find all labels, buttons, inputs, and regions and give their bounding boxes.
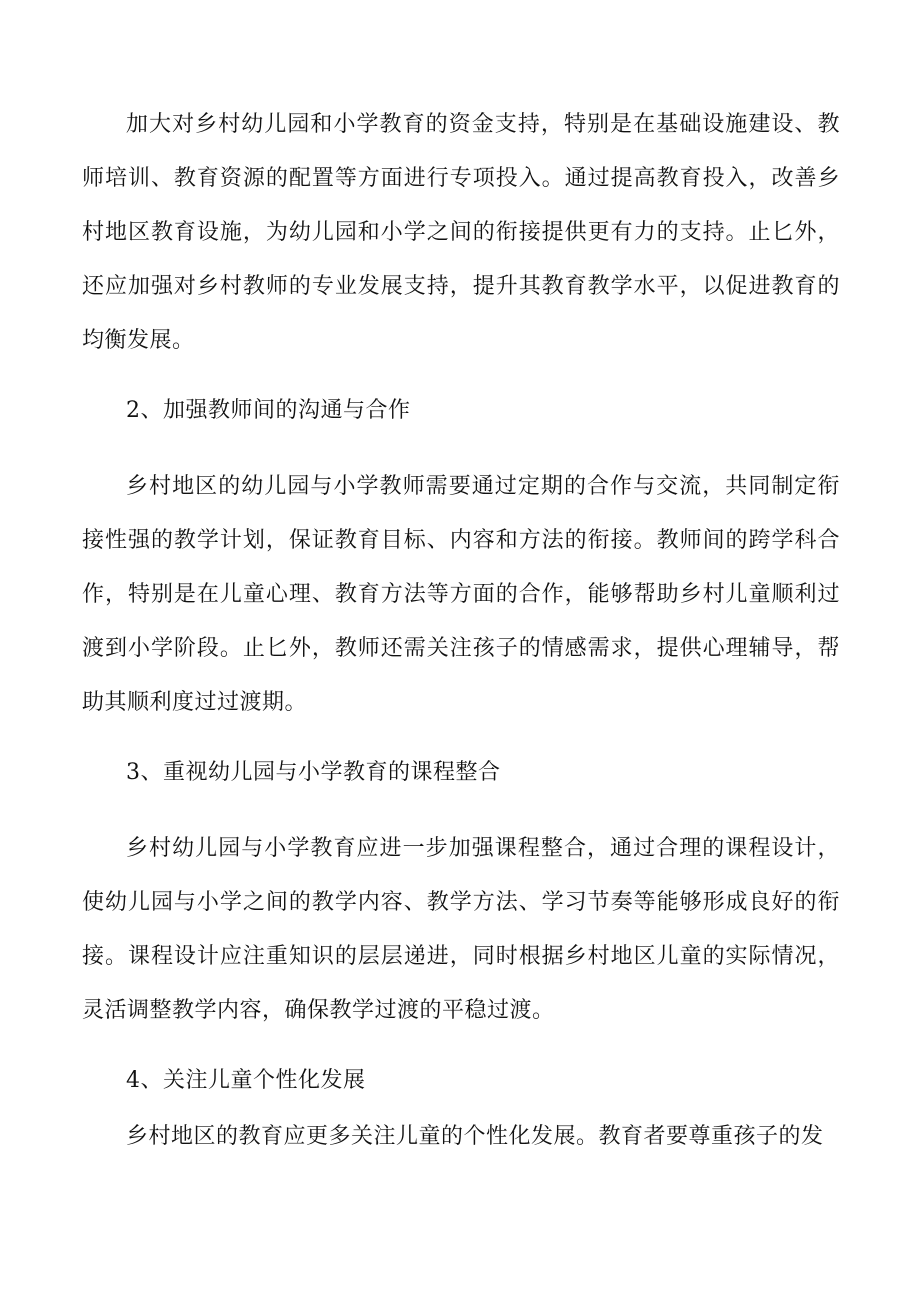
paragraph-funding: 加大对乡村幼儿园和小学教育的资金支持，特别是在基础设施建设、教师培训、教育资源的配置等方面进行专项投入。通过提高教育投入，改善乡村地区教育设施，为幼儿园和小学之间的衔接提供更有力的支持。止匕外，还应加强对乡村教师的专业发展支持，提升其教育教学水平，以促进教育的均衡发展。 — [82, 112, 840, 353]
paragraph-teacher-cooperation: 乡村地区的幼儿园与小学教师需要通过定期的合作与交流，共同制定衔接性强的教学计划，保证教育目标、内容和方法的衔接。教师间的跨学科合作，特别是在儿童心理、教育方法等方面的合作，能够帮助乡村儿童顺利过渡到小学阶段。止匕外，教师还需关注孩子的情感需求，提供心理辅导，帮助其顺利度过过渡期。 — [82, 474, 840, 715]
paragraph-curriculum-integration: 乡村幼儿园与小学教育应进一步加强课程整合，通过合理的课程设计，使幼儿园与小学之间的教学内容、教学方法、学习节奏等能够形成良好的衔接。课程设计应注重知识的层层递进，同时根据乡村地区儿童的实际情况，灵活调整教学内容，确保教学过渡的平稳过渡。 — [82, 836, 840, 1023]
heading-curriculum-integration: 3、重视幼儿园与小学教育的课程整合 — [126, 760, 501, 785]
heading-teacher-cooperation: 2、加强教师间的沟通与合作 — [126, 398, 411, 423]
paragraph-individual-development: 乡村地区的教育应更多关注儿童的个性化发展。教育者要尊重孩子的发 — [126, 1124, 824, 1149]
heading-individual-development: 4、关注儿童个性化发展 — [126, 1068, 366, 1093]
